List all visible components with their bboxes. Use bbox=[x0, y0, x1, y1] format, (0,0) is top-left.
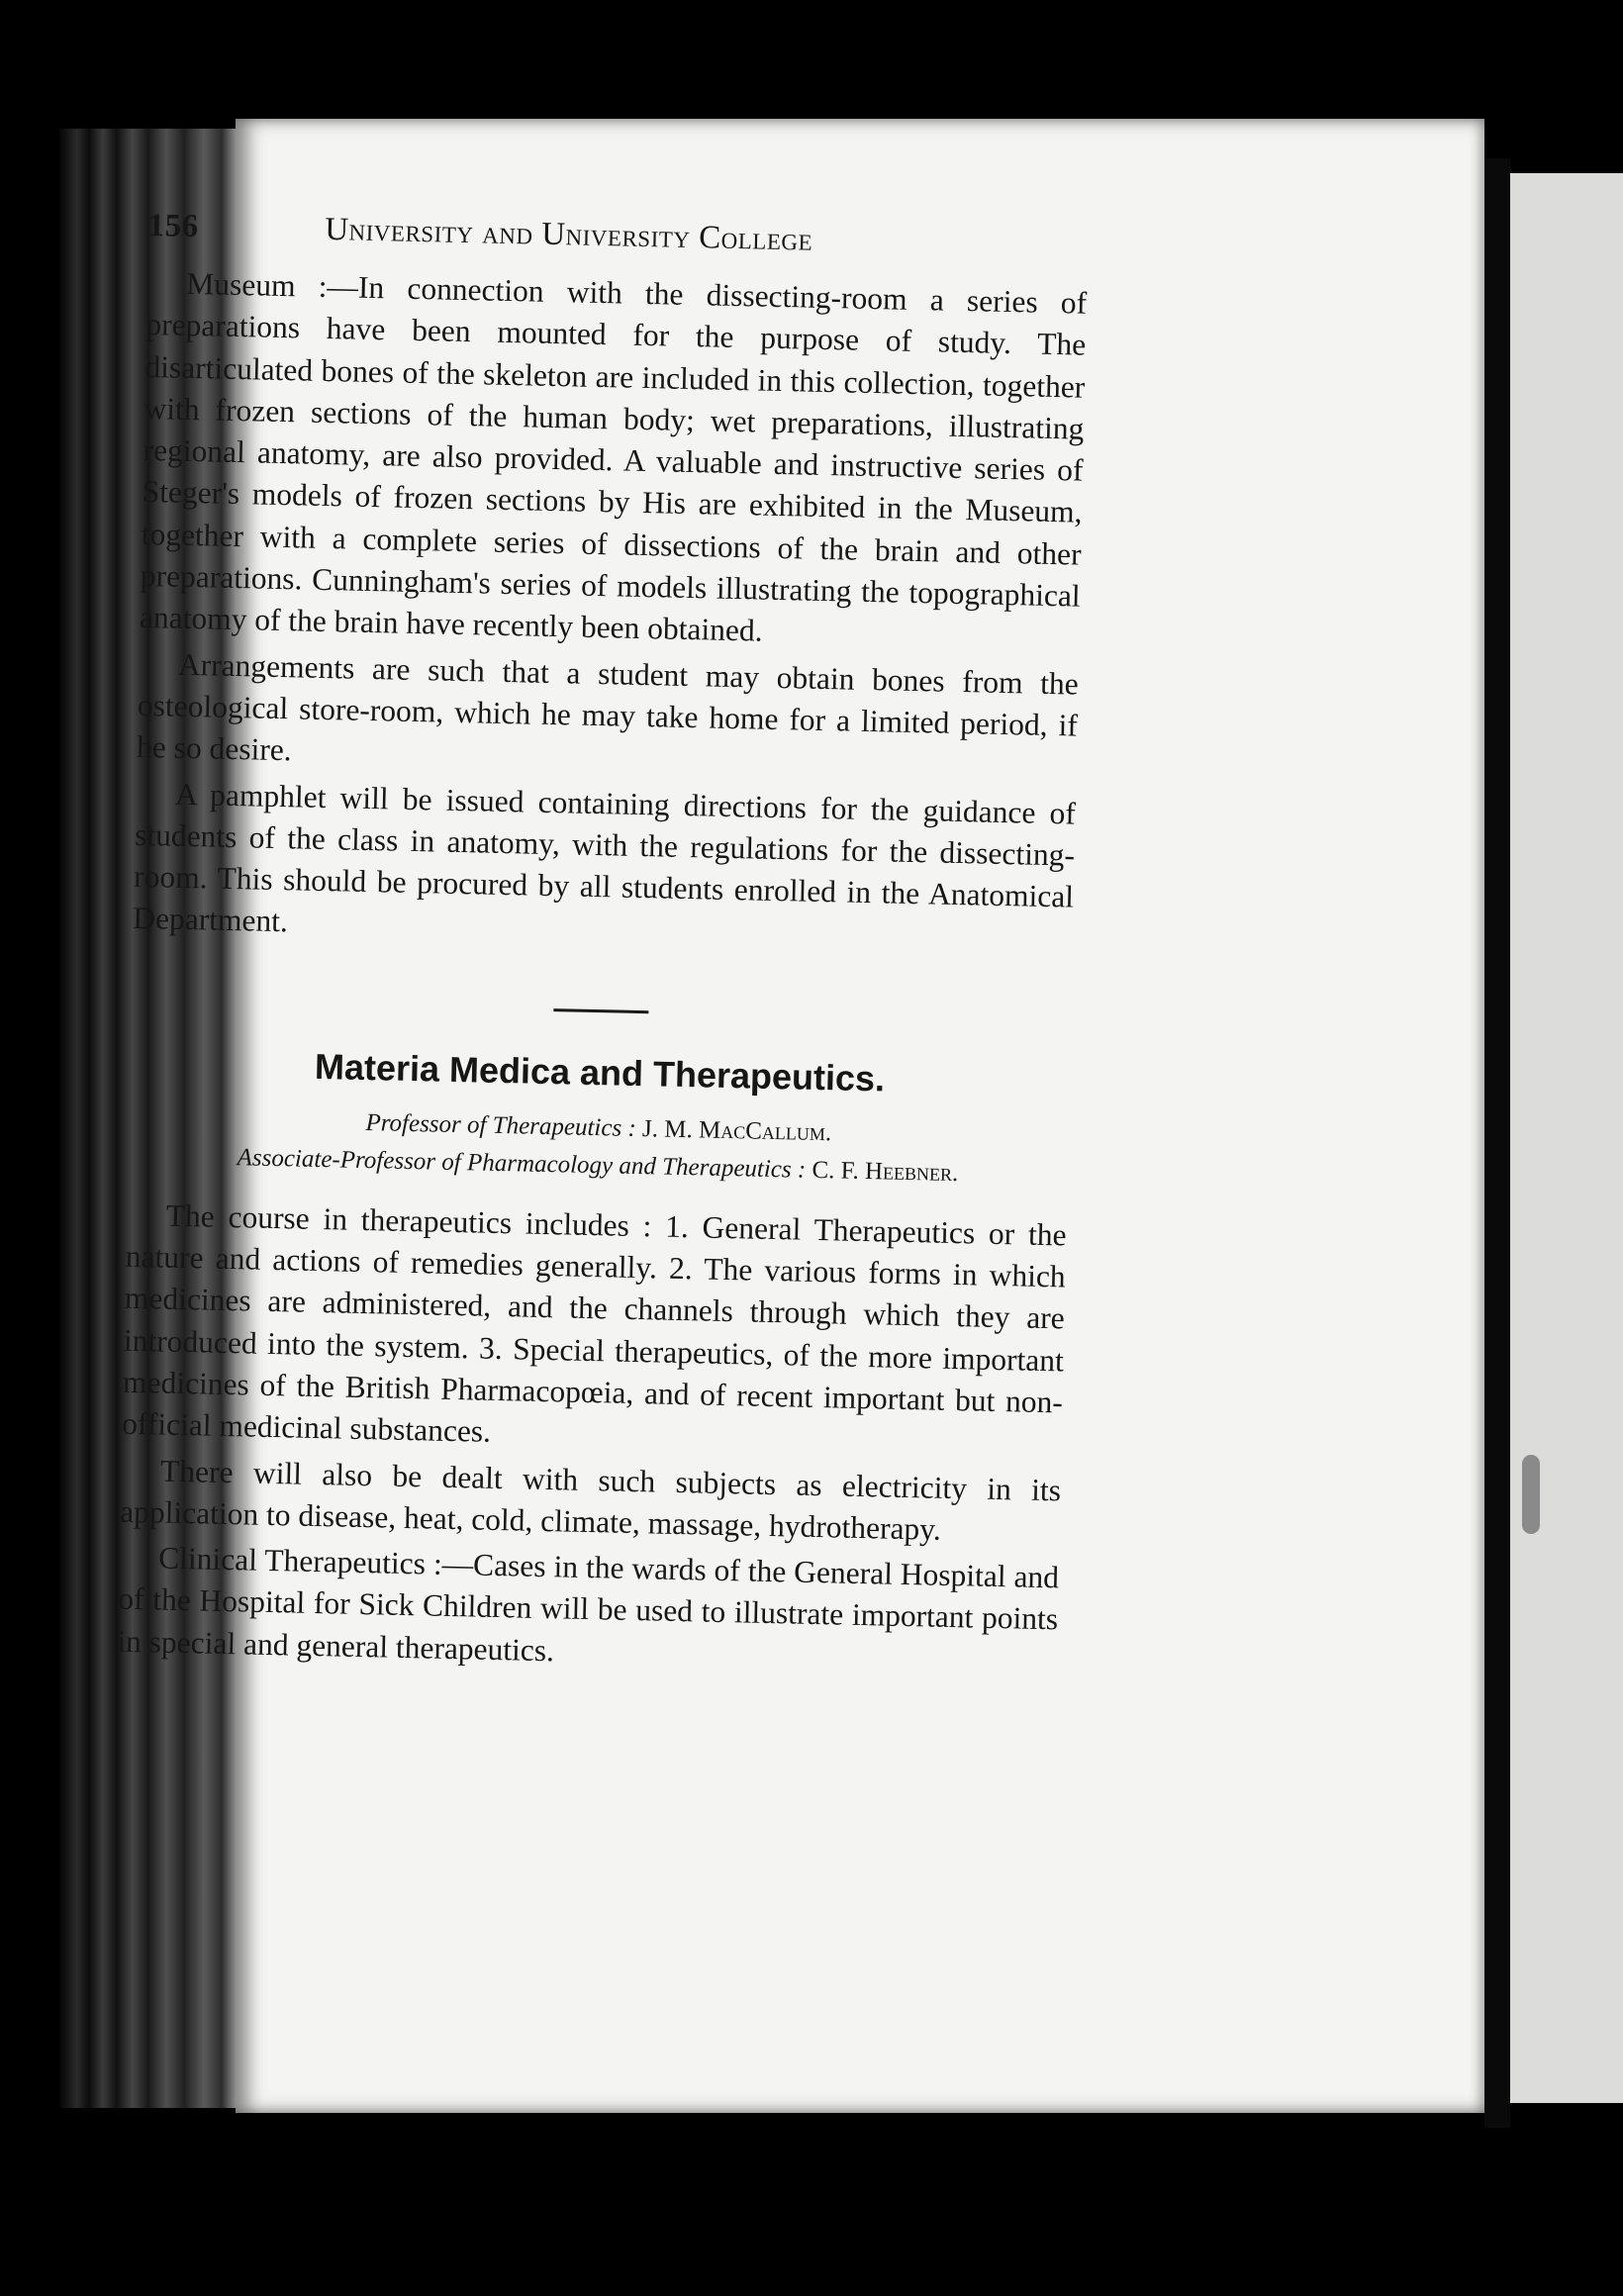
arrangements-paragraph: Arrangements are such that a student may obtain bones from the osteological store-room, which he may take home for a limited period, if he so desire. bbox=[136, 646, 1080, 768]
page-content bbox=[117, 208, 1089, 1686]
course-paragraph: The course in therapeutics includes : 1. General Therapeutics or the nature and actions of remedies generally. 2. The various forms in which medicines are administered, and the channels through which they are introduced into the system. 3. Special therapeutics, of the more important medicines of the British Pharmacopœia, and of recent important but non-official medicinal substances. bbox=[121, 1197, 1067, 1450]
anatomy-section bbox=[133, 262, 1088, 960]
clinical-paragraph: Clinical Therapeutics :—Cases in the wards of the General Hospital and of the Hospital for Sick Children will be used to illustrate important points in special and general therapeutics. bbox=[117, 1540, 1060, 1669]
running-head-title: University and University College bbox=[324, 211, 813, 258]
staff-role: Professor of Therapeutics : bbox=[365, 1108, 637, 1142]
page-number: 156 bbox=[147, 208, 199, 245]
staff-name: J. M. MacCallum. bbox=[641, 1114, 832, 1147]
facing-page-edge bbox=[1510, 173, 1623, 2103]
section-title: Materia Medica and Therapeutics. bbox=[314, 1045, 886, 1100]
materia-medica-section bbox=[117, 1042, 1070, 1683]
page-gutter bbox=[1484, 158, 1510, 2128]
section-divider bbox=[553, 1008, 648, 1013]
staff-role: Associate-Professor of Pharmacology and Therapeutics : bbox=[237, 1143, 807, 1184]
facing-page-mark bbox=[1522, 1455, 1540, 1534]
staff-name: C. F. Heebner. bbox=[812, 1156, 959, 1187]
subjects-paragraph: There will also be dealt with such subjects as electricity in its application to disease, heat, cold, climate, massage, hydrotherapy. bbox=[119, 1453, 1062, 1547]
museum-paragraph: Museum :—In connection with the dissecting-room a series of preparations have been mounted for the purpose of study. The disarticulated bones of the skeleton are included in this collection, together with frozen sections of the human body; wet preparations, illustrating regional anatomy, are also provided. A valuable and instructive series of Steger's models of frozen sections by His are exhibited in the Museum, together with a complete series of dissections of the brain and other preparations. Cunningham's series of models illustrating the topographical anatomy of the brain have recently been obtained. bbox=[139, 265, 1088, 649]
pamphlet-paragraph: A pamphlet will be issued containing directions for the guidance of students of the class in anatomy, with the regulations for the dissecting-room. This should be procured by all students enrolled in the Anatomical Department. bbox=[132, 776, 1077, 939]
staff-list bbox=[128, 1100, 1069, 1196]
